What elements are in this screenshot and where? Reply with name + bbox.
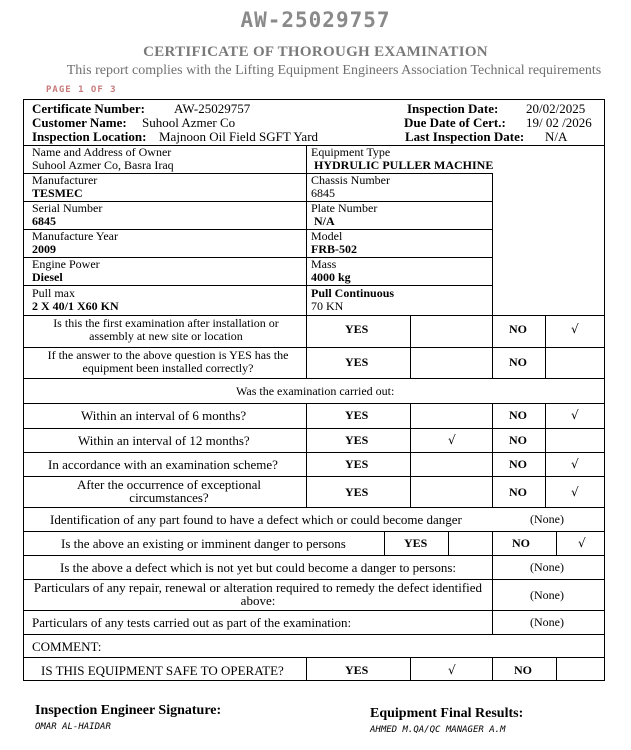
q-tests-particulars: Particulars of any tests carried out as part of the examination: <box>32 615 352 630</box>
year-value: 2009 <box>32 242 56 256</box>
engineer-signature-name: OMAR AL-HAIDAR <box>35 722 111 732</box>
q-danger-no: NO <box>512 536 530 550</box>
cert-number-label: Certificate Number: <box>32 101 145 116</box>
mass-value: 4000 kg <box>311 270 351 284</box>
pullcont-label: Pull Continuous <box>311 286 395 300</box>
q-first-examination: Is this the first examination after installation or assembly at new site or location <box>53 316 279 343</box>
carried-out-heading: Was the examination carried out: <box>236 384 395 398</box>
serial-label: Serial Number <box>32 201 103 215</box>
check-icon: √ <box>571 457 579 471</box>
power-label: Engine Power <box>32 257 100 271</box>
q-exceptional-yes: YES <box>345 485 369 499</box>
q-installed-correctly: If the answer to the above question is YES has the equipment been installed correctly? <box>47 348 289 375</box>
check-icon: √ <box>571 322 579 336</box>
q-installed-yes: YES <box>345 355 369 369</box>
due-date-label: Due Date of Cert.: <box>404 115 506 130</box>
q-future-none: (None) <box>530 560 564 574</box>
serial-value: 6845 <box>32 214 56 228</box>
document-subtitle: This report complies with the Lifting Equipment Engineers Association Technical requirements <box>66 63 602 78</box>
q-defect-identification: Identification of any part found to have a defect which or could become danger <box>50 512 462 527</box>
inspection-date-value: 20/02/2025 <box>526 101 586 116</box>
chassis-label: Chassis Number <box>311 173 390 187</box>
model-label: Model <box>311 229 343 243</box>
final-results-label: Equipment Final Results: <box>370 706 524 721</box>
model-value: FRB-502 <box>311 242 357 256</box>
location-label: Inspection Location: <box>32 129 147 144</box>
pullmax-value: 2 X 40/1 X60 KN <box>32 299 119 313</box>
manufacturer-label: Manufacturer <box>32 173 98 187</box>
q-first-no: NO <box>509 322 527 336</box>
q-danger-yes: YES <box>404 536 428 550</box>
owner-label: Name and Address of Owner <box>32 145 172 159</box>
cert-number-value: AW-25029757 <box>174 101 251 116</box>
check-icon: √ <box>571 408 579 422</box>
final-results-name: AHMED M.QA/QC MANAGER A.M <box>370 725 506 735</box>
q-exceptional: After the occurrence of exceptional circumstances? <box>76 477 262 505</box>
q-repair-particulars: Particulars of any repair, renewal or alteration required to remedy the defect identified above: <box>33 580 483 608</box>
pullcont-value: 70 KN <box>311 299 344 313</box>
inspection-date-label: Inspection Date: <box>407 101 499 116</box>
location-value: Majnoon Oil Field SGFT Yard <box>159 129 319 144</box>
document-title: CERTIFICATE OF THOROUGH EXAMINATION <box>143 44 488 60</box>
check-icon: √ <box>578 536 586 550</box>
q-future-danger: Is the above a defect which is not yet but could become a danger to persons: <box>60 560 457 575</box>
check-icon: √ <box>448 433 456 447</box>
power-value: Diesel <box>32 270 63 284</box>
plate-label: Plate Number <box>311 201 378 215</box>
owner-value: Suhool Azmer Co, Basra Iraq <box>32 158 174 172</box>
q-scheme-yes: YES <box>345 457 369 471</box>
q-exceptional-no: NO <box>509 485 527 499</box>
q-safe-no: NO <box>514 663 532 677</box>
check-icon: √ <box>571 485 579 499</box>
year-label: Manufacture Year <box>32 229 118 243</box>
mass-label: Mass <box>311 257 337 271</box>
q-defect-none: (None) <box>530 512 564 526</box>
q-imminent-danger: Is the above an existing or imminent danger to persons <box>61 536 346 551</box>
q-first-yes: YES <box>345 322 369 336</box>
type-value: HYDRULIC PULLER MACHINE <box>314 158 494 172</box>
q-repair-none: (None) <box>530 588 564 602</box>
due-date-value: 19/ 02 /2026 <box>526 115 592 130</box>
comment-label: COMMENT: <box>32 639 102 654</box>
q-6-months-no: NO <box>509 408 527 422</box>
plate-value: N/A <box>314 214 335 228</box>
engineer-signature-label: Inspection Engineer Signature: <box>35 703 222 718</box>
check-icon: √ <box>448 663 456 677</box>
certificate-table <box>23 99 605 681</box>
q-tests-none: (None) <box>530 615 564 629</box>
q-scheme: In accordance with an examination scheme? <box>48 457 278 472</box>
manufacturer-value: TESMEC <box>32 186 83 200</box>
q-12-months: Within an interval of 12 months? <box>78 433 250 448</box>
pullmax-label: Pull max <box>32 286 76 300</box>
customer-value: Suhool Azmer Co <box>142 115 236 130</box>
certificate-code: AW-25029757 <box>240 8 391 32</box>
q-installed-no: NO <box>509 355 527 369</box>
q-scheme-no: NO <box>509 457 527 471</box>
last-inspection-label: Last Inspection Date: <box>405 129 525 144</box>
chassis-value: 6845 <box>311 186 335 200</box>
q-6-months: Within an interval of 6 months? <box>81 408 247 423</box>
q-safe-yes: YES <box>345 663 369 677</box>
q-safe-to-operate: IS THIS EQUIPMENT SAFE TO OPERATE? <box>41 663 284 678</box>
customer-label: Customer Name: <box>32 115 127 130</box>
last-inspection-value: N/A <box>545 129 568 144</box>
q-12-months-no: NO <box>509 433 527 447</box>
type-label: Equipment Type <box>311 145 391 159</box>
page-label: PAGE 1 OF 3 <box>46 85 117 95</box>
q-6-months-yes: YES <box>345 408 369 422</box>
q-12-months-yes: YES <box>345 433 369 447</box>
